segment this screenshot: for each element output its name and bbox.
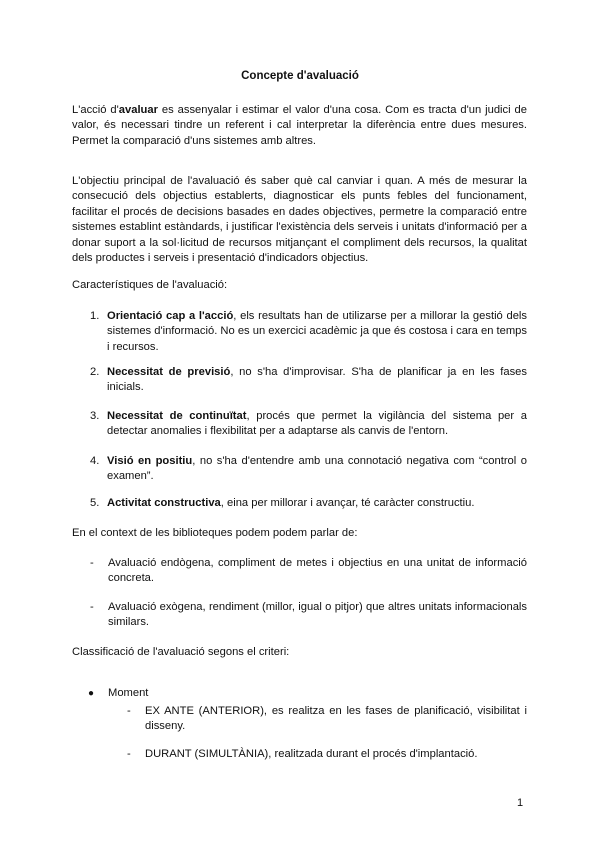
characteristic-text	[107, 365, 527, 396]
bullet-text: Moment	[108, 687, 149, 699]
bullet-icon: ●	[88, 688, 95, 699]
paragraph-definition-after: es assenyalar i estimar el valor d'una cosa. Com es tracta d'un judici de valor, és necessari tindre un referent i cal interpretar la diferència entre dues mesures. Permet la comparació d'uns sistemes amb altres.	[72, 104, 527, 147]
paragraph-definition-bold: avaluar	[118, 104, 158, 116]
characteristic-text	[107, 309, 527, 355]
characteristic-number: 2.	[90, 366, 100, 378]
paragraph-characteristics-intro: Característiques de l'avaluació:	[72, 279, 228, 291]
characteristic-desc: , procés que permet la vigilància del sistema per a detectar anomalies i flexibilitat per a adaptarse als canvis de l'entorn.	[107, 410, 527, 438]
characteristic-bold: Necessitat de continuïtat	[107, 410, 247, 422]
characteristic-number: 3.	[90, 410, 100, 422]
characteristic-bold: Visió en positiu	[107, 455, 193, 467]
list-item-text: Avaluació endògena, compliment de metes i objectius en una unitat de informació concreta.	[108, 557, 527, 585]
characteristic-text	[107, 409, 527, 440]
characteristic-number: 1.	[90, 310, 100, 322]
dash-marker: -	[90, 557, 94, 569]
characteristic-number: 4.	[90, 455, 100, 467]
paragraph-library-context: En el context de les biblioteques podem podem parlar de:	[72, 527, 358, 539]
dash-marker: -	[90, 601, 94, 613]
characteristic-number: 5.	[90, 497, 100, 509]
paragraph-classification-intro: Classificació de l'avaluació segons el criteri:	[72, 646, 290, 658]
page-title: Concepte d'avaluació	[241, 70, 359, 82]
characteristic-desc: , eina per millorar i avançar, té caràcter constructiu.	[220, 497, 475, 509]
paragraph-objective: L'objectiu principal de l'avaluació és saber què cal canviar i quan. A més de mesurar la consecució dels objectius establerts, diagnosticar els punts febles del funcionament, facilitar el procés de decisions basades en dades objectives, permetre la comparació entre sistemes establint estàndards, i justificar l'existència dels serveis i unitats d'informació per a donar suport a la sol·licitud de recursos mitjançant el compliment dels recursos, la qualitat dels productes i serveis i presentació d'indicadors objectius.	[72, 175, 527, 265]
dash-marker: -	[127, 748, 131, 760]
page-number: 1	[517, 797, 524, 809]
characteristic-desc: , els resultats han de utilizarse per a millorar la gestió dels sistemes d'informació. No es un exercici acadèmic ja que és costosa i cara en temps i recursos.	[107, 310, 527, 353]
characteristic-text	[107, 454, 527, 485]
characteristic-bold: Necessitat de previsió	[107, 366, 231, 378]
characteristic-bold: Activitat constructiva	[107, 497, 221, 509]
characteristic-desc: , no s'ha d'entendre amb una connotació negativa com “control o examen”.	[107, 455, 527, 483]
sub-list-item-text: EX ANTE (ANTERIOR), es realitza en les fases de planificació, visibilitat i disseny.	[145, 705, 527, 733]
paragraph-definition-before: L'acció d'	[72, 104, 119, 116]
characteristic-bold: Orientació cap a l'acció	[107, 310, 234, 322]
list-item-text: Avaluació exògena, rendiment (millor, igual o pitjor) que altres unitats informacionals similars.	[108, 601, 527, 629]
sub-list-item-text: DURANT (SIMULTÀNIA), realitzada durant el procés d'implantació.	[145, 748, 478, 760]
paragraph-definition	[72, 103, 527, 149]
characteristic-desc: , no s'ha d'improvisar. S'ha de planificar ja en les fases inicials.	[107, 366, 527, 394]
dash-marker: -	[127, 705, 131, 717]
characteristic-text	[107, 496, 527, 511]
